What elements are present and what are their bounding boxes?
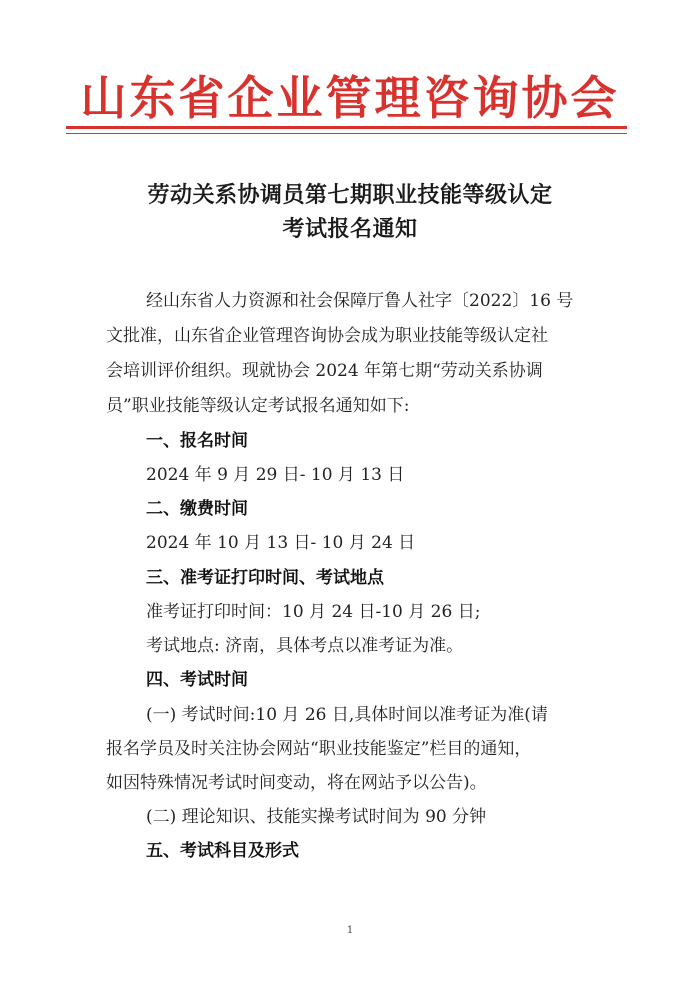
intro-paragraph-line-1: 经山东省人力资源和社会保障厅鲁人社字〔2022〕16 号 [146,291,574,311]
document-title-line-1: 劳动关系协调员第七期职业技能等级认定 [147,183,553,208]
section-heading-admission-ticket: 三、准考证打印时间、考试地点 [146,568,384,588]
intro-paragraph-line-2: 文批准，山东省企业管理咨询协会成为职业技能等级认定社 [106,326,548,346]
section-heading-exam-time: 四、考试时间 [146,670,248,690]
letterhead-divider-thick [66,126,627,129]
organization-letterhead: 山东省企业管理咨询协会 [80,71,620,125]
intro-paragraph-line-4: 员”职业技能等级认定考试报名通知如下: [106,396,410,416]
exam-time-item1-line-3: 如因特殊情况考试时间变动，将在网站予以公告)。 [106,773,487,793]
section-heading-payment-time: 二、缴费时间 [146,499,248,519]
exam-time-item1-line-2: 报名学员及时关注协会网站“职业技能鉴定”栏目的通知， [106,739,532,759]
admission-print-time-text: 准考证打印时间：10 月 24 日-10 月 26 日; [146,602,481,622]
registration-time-text: 2024 年 9 月 29 日- 10 月 13 日 [146,465,405,485]
page-number: 1 [346,925,354,936]
exam-location-text: 考试地点: 济南，具体考点以准考证为准。 [146,636,464,656]
payment-time-text: 2024 年 10 月 13 日- 10 月 24 日 [146,533,416,553]
section-heading-exam-subjects: 五、考试科目及形式 [146,841,299,861]
section-heading-registration-time: 一、报名时间 [146,431,248,451]
letterhead-divider-thin [66,133,627,134]
intro-paragraph-line-3: 会培训评价组织。现就协会 2024 年第七期“劳动关系协调 [106,361,543,381]
exam-time-item2: (二) 理论知识、技能实操考试时间为 90 分钟 [146,807,487,827]
document-title-line-2: 考试报名通知 [282,217,418,242]
exam-time-item1-line-1: (一) 考试时间:10 月 26 日,具体时间以准考证为准(请 [146,705,548,725]
